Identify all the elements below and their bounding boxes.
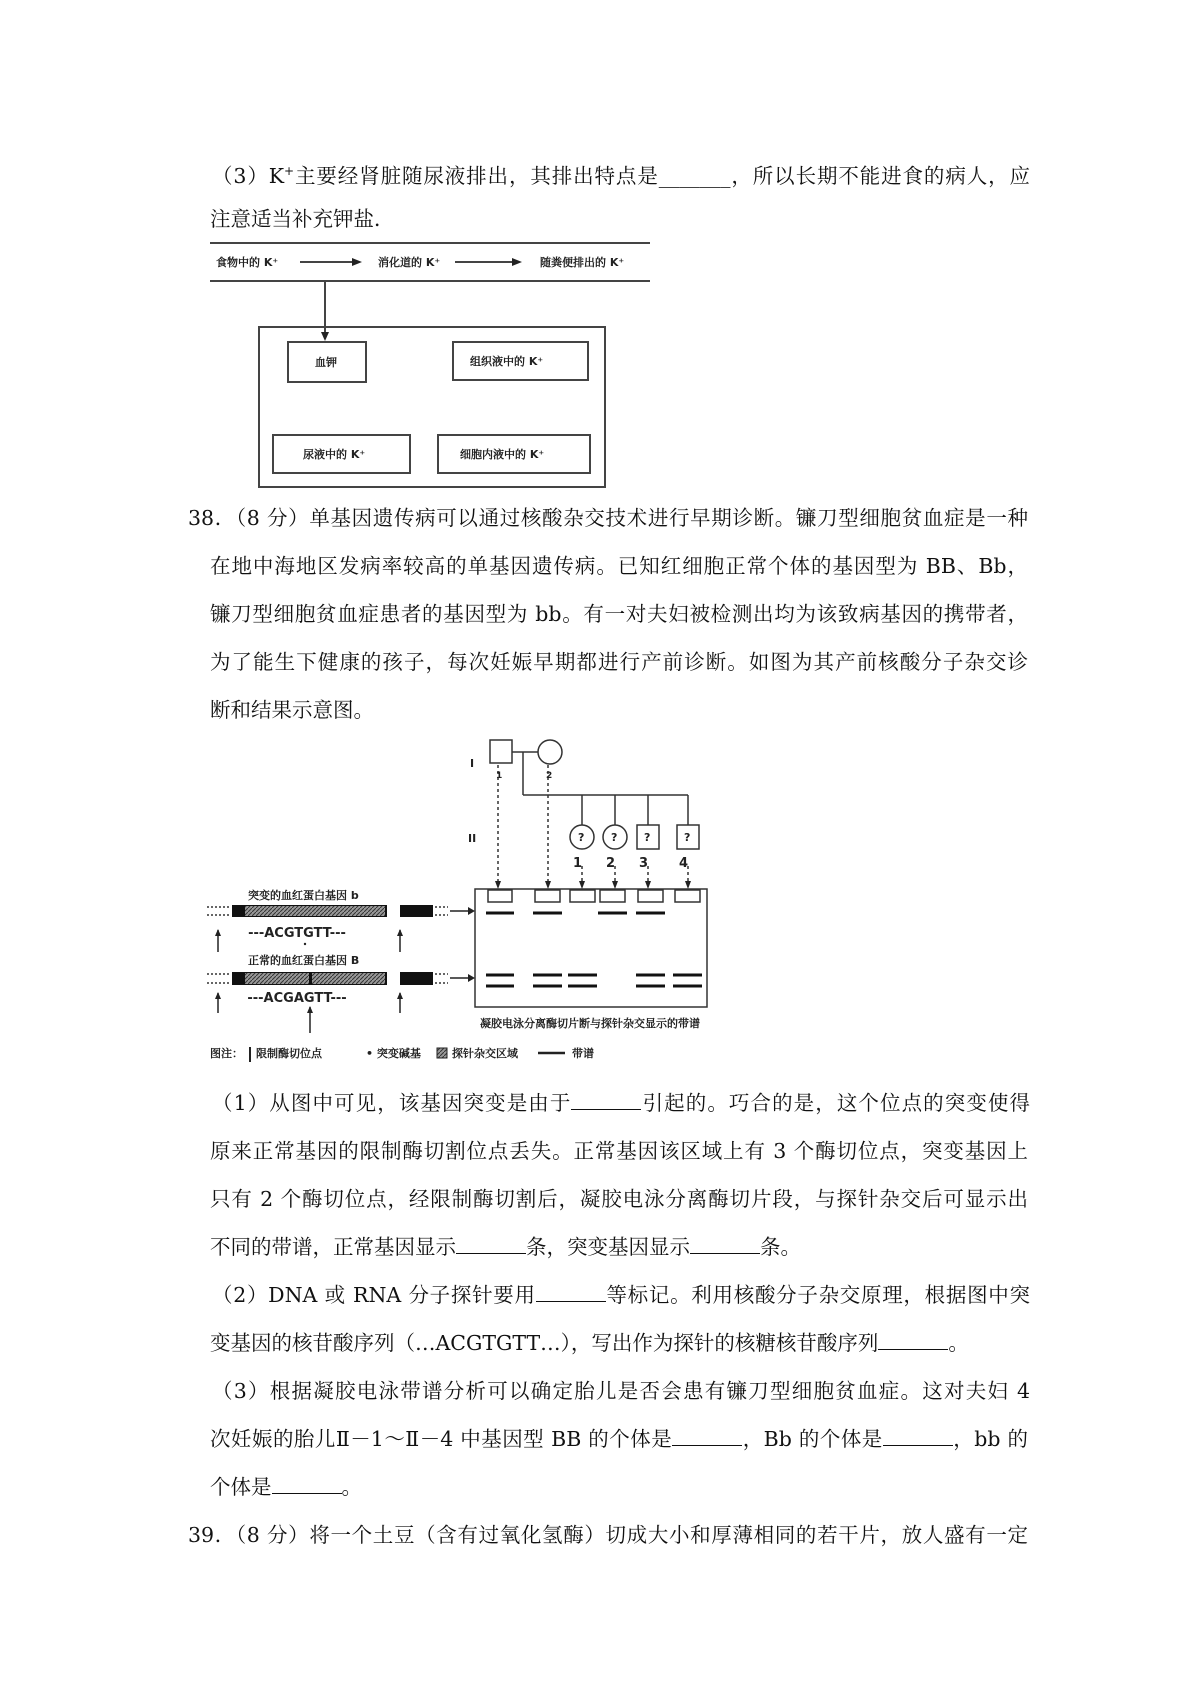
legend-mutation: • 突变碱基 [366,1047,421,1060]
probe-region-icon [437,1048,447,1058]
child-4-label: 4 [679,856,689,871]
q38-line3: 镰刀型细胞贫血症患者的基因型为 bb。有一对夫妇被检测出均为该致病基因的携带者， [210,602,1028,626]
food-k-label: 食物中的 K⁺ [216,256,279,269]
q38-p3-line1: （3）根据凝胶电泳带谱分析可以确定胎儿是否会患有镰刀型细胞贫血症。这对夫妇 4 [212,1379,1030,1403]
answer-blank[interactable] [672,1427,742,1446]
parent-2-label: 2 [546,771,553,781]
child-1-label: 1 [573,856,583,871]
q38-p3-line2 [210,1425,1028,1453]
blood-k-box: 血钾 [315,356,337,369]
father-symbol [490,740,512,763]
text: 条，突变基因显示 [526,1235,690,1259]
legend-title: 图注： [210,1047,243,1060]
text: 条。 [760,1235,801,1259]
text: 次妊娠的胎儿Ⅱ－1～Ⅱ－4 中基因型 BB 的个体是 [210,1427,673,1451]
text: ，所以长期不能进食的病人，应 [730,163,1031,188]
q38-p1-line2: 原来正常基因的限制酶切割位点丢失。正常基因该区域上有 3 个酶切位点，突变基因上 [210,1139,1028,1163]
legend [210,1046,594,1062]
legend-band: 带谱 [572,1047,594,1060]
text: ，bb 的 [952,1427,1028,1451]
text: （1）从图中可见，该基因突变是由于 [212,1091,572,1115]
mutant-sequence: ---ACGTGTT--- [248,926,346,941]
urine-k-box: 尿液中的 K⁺ [303,448,366,461]
text: ，Bb 的个体是 [742,1427,883,1451]
q38-p3-line3 [210,1473,1028,1501]
parent-1-label: 1 [496,771,503,781]
answer-blank[interactable] [272,1475,342,1494]
text: （2）DNA 或 RNA 分子探针要用 [212,1283,536,1307]
probe-region [245,906,385,916]
text: 。 [341,1475,362,1499]
child-2-label: 2 [606,856,616,871]
q39-line1: 39．（8 分）将一个土豆（含有过氧化氢酶）切成大小和厚薄相同的若干片，放人盛有一定 [188,1523,1028,1547]
child-3-label: 3 [639,856,649,871]
answer-blank[interactable] [878,1331,948,1350]
answer-blank[interactable]: _______ [658,163,731,188]
tissue-k-box: 组织液中的 K⁺ [470,355,544,368]
answer-blank[interactable] [536,1283,606,1302]
superscript: + [284,164,295,178]
answer-blank[interactable] [456,1235,526,1254]
q38-p1-line3: 只有 2 个酶切位点，经限制酶切割后，凝胶电泳分离酶切片段，与探针杂交后可显示出 [210,1187,1028,1211]
answer-blank[interactable] [883,1427,953,1446]
q38-p1-line4 [210,1233,1028,1261]
digestive-k-label: 消化道的 K⁺ [378,256,441,269]
legend-site: 限制酶切位点 [256,1047,322,1060]
mother-symbol [538,740,562,764]
text: 变基因的核苷酸序列（…ACGTGTT…），写出作为探针的核糖核苷酸序列 [210,1331,879,1355]
q38-line5: 断和结果示意图。 [210,698,374,722]
text: 个体是 [210,1475,272,1499]
mutation-dot [304,943,306,945]
gel-bands [486,913,702,986]
q38-p1-line1 [212,1089,1030,1117]
text: 等标记。利用核酸分子杂交原理，根据图中突 [605,1283,1031,1307]
q38-line2: 在地中海地区发病率较高的单基因遗传病。已知红细胞正常个体的基因型为 BB、Bb， [210,554,1028,578]
q38-p2-line1 [212,1281,1030,1309]
q38-p2-line2 [210,1329,1028,1357]
text: 引起的。巧合的是，这个位点的突变使得 [641,1091,1031,1115]
answer-blank[interactable] [690,1235,760,1254]
generation-II-label: II [468,832,477,845]
unknown-mark: ? [578,831,585,844]
generation-I-label: I [470,757,475,770]
unknown-mark: ? [611,831,618,844]
text: 不同的带谱，正常基因显示 [210,1235,456,1259]
normal-gene-label: 正常的血红蛋白基因 B [248,954,360,967]
gel-caption: 凝胶电泳分离酶切片断与探针杂交显示的带谱 [480,1017,700,1030]
answer-blank[interactable] [571,1091,641,1110]
unknown-mark: ? [644,831,651,844]
feces-k-label: 随粪便排出的 K⁺ [540,256,625,269]
gel-box [475,889,707,1007]
intracellular-k-box: 细胞内液中的 K⁺ [460,448,545,461]
unknown-mark: ? [684,831,691,844]
mutant-gene-label: 突变的血红蛋白基因 b [248,889,359,902]
normal-sequence: ---ACGAGTT--- [247,991,347,1006]
q38-line4: 为了能生下健康的孩子，每次妊娠早期都进行产前诊断。如图为其产前核酸分子杂交诊 [210,650,1028,674]
text: 主要经肾脏随尿液排出，其排出特点是 [294,163,659,188]
q37-part3-line2: 注意适当补充钾盐． [210,207,395,231]
text: 。 [948,1331,969,1355]
q38-line1: 38．（8 分）单基因遗传病可以通过核酸杂交技术进行早期诊断。镰刀型细胞贫血症是一种 [188,506,1028,530]
legend-probe: 探针杂交区域 [452,1047,518,1060]
text: （3）K [212,163,285,188]
